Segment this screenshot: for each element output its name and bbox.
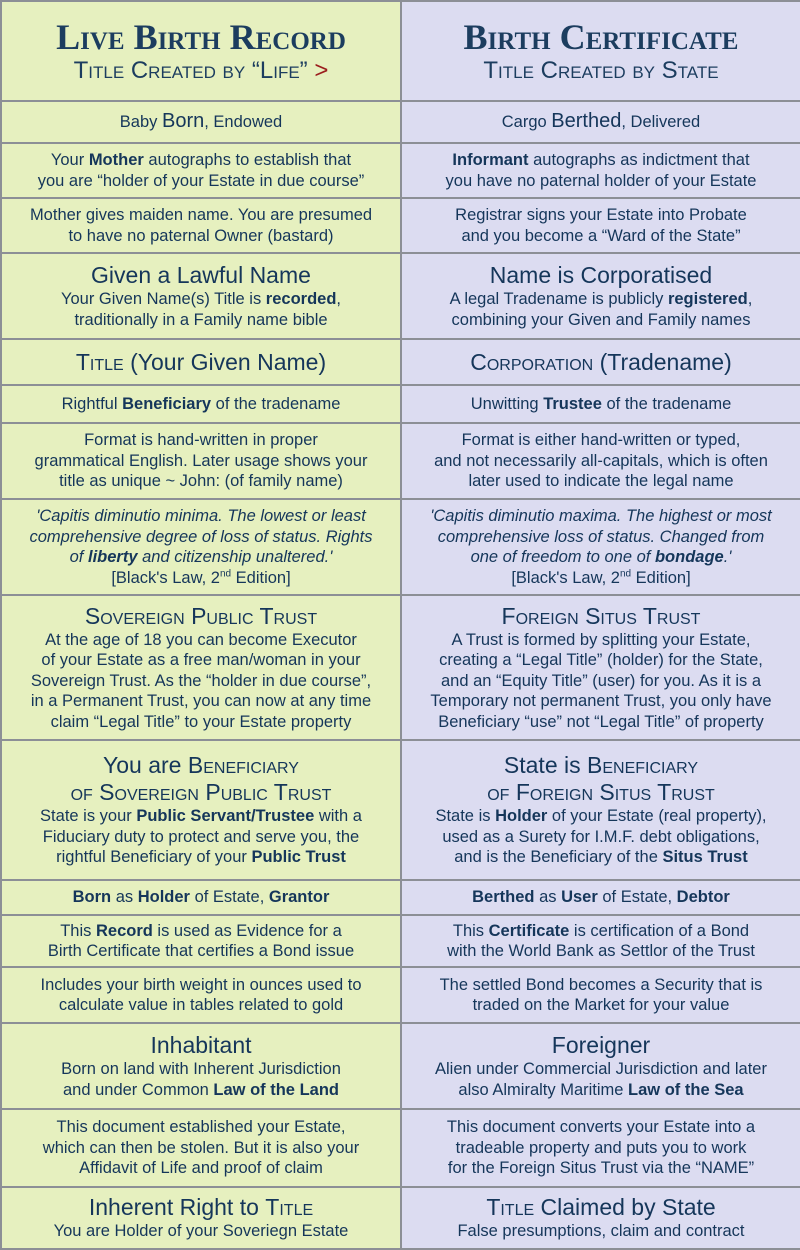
- header-row: [1, 1, 800, 101]
- table-row: [1, 198, 800, 253]
- right-cell: Title Claimed by State False presumptions, claim and contract: [401, 1187, 800, 1249]
- right-cell: This document converts your Estate into a tradeable property and puts you to work for the Foreign Situs Trust via the “NAME”: [401, 1109, 800, 1187]
- right-header: [401, 1, 800, 101]
- right-cell: The settled Bond becomes a Security that is traded on the Market for your value: [401, 967, 800, 1023]
- table-row: [1, 880, 800, 915]
- table-row: [1, 967, 800, 1023]
- right-cell: Unwitting Trustee of the tradename: [401, 385, 800, 423]
- table-row: [1, 1023, 800, 1109]
- left-cell: Mother gives maiden name. You are presumed to have no paternal Owner (bastard): [1, 198, 401, 253]
- right-cell: Name is Corporatised A legal Tradename is publicly registered, combining your Given and Family names: [401, 253, 800, 339]
- left-subtitle: Title Created by “Life” >: [73, 57, 329, 84]
- right-cell: Format is either hand-written or typed, and not necessarily all-capitals, which is often later used to indicate the legal name: [401, 423, 800, 499]
- table-row: [1, 1187, 800, 1249]
- left-header: [1, 1, 401, 101]
- right-cell: Berthed as User of Estate, Debtor: [401, 880, 800, 915]
- right-cell: Registrar signs your Estate into Probate and you become a “Ward of the State”: [401, 198, 800, 253]
- table-row: [1, 339, 800, 385]
- right-cell: This Certificate is certification of a Bond with the World Bank as Settlor of the Trust: [401, 915, 800, 967]
- left-cell: Sovereign Public Trust At the age of 18 you can become Executor of your Estate as a free man/woman in your Sovereign Trust. As the “holder in due course”, in a Permanent Trust, you can now at any time claim “Legal Title” to your Estate property: [1, 595, 401, 740]
- right-cell: 'Capitis diminutio maxima. The highest or most comprehensive loss of status. Changed from one of freedom to one of bondage.' [Black's Law, 2nd Edition]: [401, 499, 800, 595]
- table-row: [1, 253, 800, 339]
- left-cell: This document established your Estate, which can then be stolen. But it is also your Affidavit of Life and proof of claim: [1, 1109, 401, 1187]
- right-cell: Corporation (Tradename): [401, 339, 800, 385]
- arrow-icon: >: [314, 57, 329, 84]
- right-subtitle: Title Created by State: [483, 57, 719, 84]
- right-cell: Foreigner Alien under Commercial Jurisdiction and later also Almiralty Maritime Law of the Sea: [401, 1023, 800, 1109]
- left-cell: 'Capitis diminutio minima. The lowest or least comprehensive degree of loss of status. Rights of liberty and citizenship unaltered.' [Black's Law, 2nd Edition]: [1, 499, 401, 595]
- table-row: [1, 1109, 800, 1187]
- table-row: [1, 740, 800, 880]
- left-cell: Format is hand-written in proper grammatical English. Later usage shows your title as unique ~ John: (of family name): [1, 423, 401, 499]
- left-cell: Baby Born, Endowed: [1, 101, 401, 143]
- left-cell: Inherent Right to Title You are Holder of your Soveriegn Estate: [1, 1187, 401, 1249]
- table-row: [1, 499, 800, 595]
- table-row: [1, 143, 800, 198]
- table-row: [1, 423, 800, 499]
- left-cell: Title (Your Given Name): [1, 339, 401, 385]
- left-title: Live Birth Record: [56, 17, 346, 57]
- left-cell: Your Mother autographs to establish that you are “holder of your Estate in due course”: [1, 143, 401, 198]
- left-cell: Given a Lawful Name Your Given Name(s) Title is recorded, traditionally in a Family name bible: [1, 253, 401, 339]
- left-cell: Born as Holder of Estate, Grantor: [1, 880, 401, 915]
- right-cell: State is Beneficiary of Foreign Situs Trust State is Holder of your Estate (real property), used as a Surety for I.M.F. debt obligations, and is the Beneficiary of the Situs Trust: [401, 740, 800, 880]
- right-cell: Informant autographs as indictment that you have no paternal holder of your Estate: [401, 143, 800, 198]
- right-cell: Cargo Berthed, Delivered: [401, 101, 800, 143]
- table-row: [1, 595, 800, 740]
- left-cell: You are Beneficiary of Sovereign Public Trust State is your Public Servant/Trustee with a Fiduciary duty to protect and serve you, the rightful Beneficiary of your Public Trust: [1, 740, 401, 880]
- left-cell: Inhabitant Born on land with Inherent Jurisdiction and under Common Law of the Land: [1, 1023, 401, 1109]
- left-cell: Rightful Beneficiary of the tradename: [1, 385, 401, 423]
- right-title: Birth Certificate: [463, 17, 739, 57]
- table-row: [1, 915, 800, 967]
- table-row: [1, 385, 800, 423]
- left-cell: Includes your birth weight in ounces used to calculate value in tables related to gold: [1, 967, 401, 1023]
- table-row: [1, 101, 800, 143]
- right-cell: Foreign Situs Trust A Trust is formed by splitting your Estate, creating a “Legal Title” (holder) for the State, and an “Equity Title” (user) for you. As it is a Temporary not permanent Trust, you only have Beneficiary “use” not “Legal Title” of property: [401, 595, 800, 740]
- left-cell: This Record is used as Evidence for a Birth Certificate that certifies a Bond issue: [1, 915, 401, 967]
